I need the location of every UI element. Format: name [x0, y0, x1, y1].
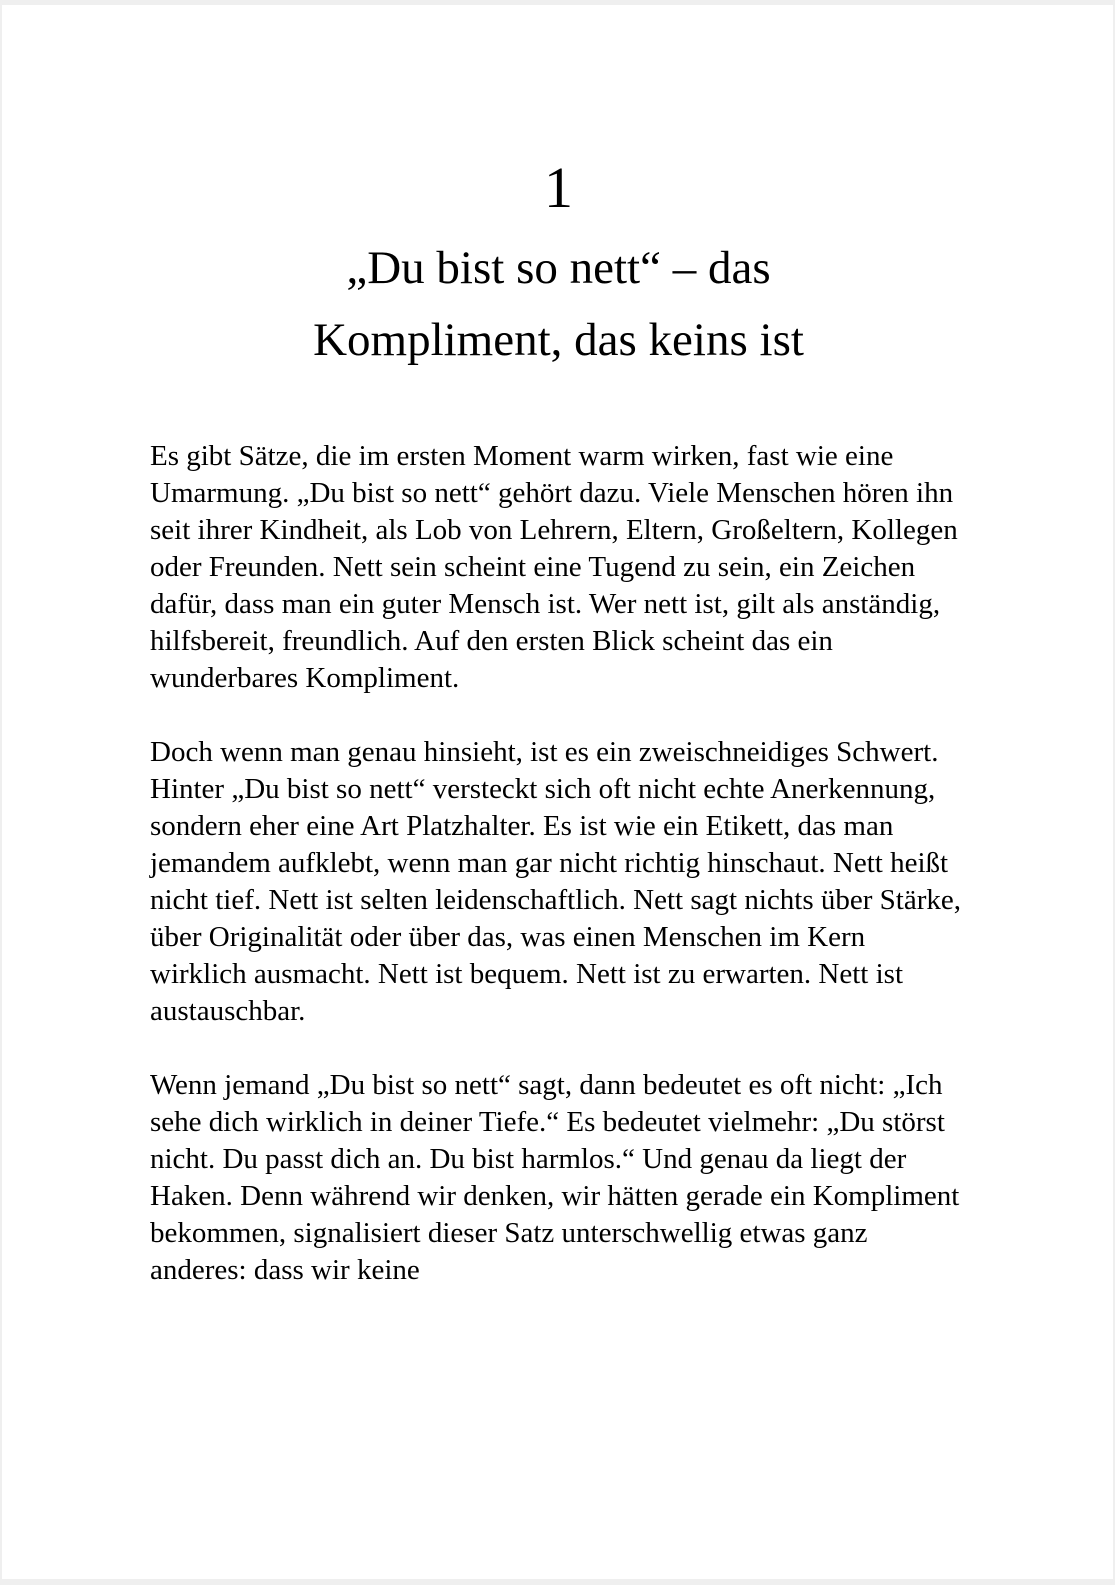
paragraph: Doch wenn man genau hinsieht, ist es ein zweischneidiges Schwert. Hinter „Du bist so nett“ versteckt sich oft nicht echte Anerkennung, sondern eher eine Art Platzhalter. Es ist wie ein Etikett, das man jemandem aufklebt, wenn man gar nicht richtig hinschaut. Nett heißt nicht tief. Nett ist selten leidenschaftlich. Nett sagt nichts über Stärke, über Originalität oder über das, was einen Menschen im Kern wirklich ausmacht. Nett ist bequem. Nett ist zu erwarten. Nett ist austauschbar.: [150, 735, 961, 1027]
paragraph: Wenn jemand „Du bist so nett“ sagt, dann bedeutet es oft nicht: „Ich sehe dich wirklich in deiner Tiefe.“ Es bedeutet vielmehr: „Du störst nicht. Du passt dich an. Du bist harmlos.“ Und genau da liegt der Haken. Denn während wir denken, wir hätten gerade ein Kompliment bekommen, signalisiert dieser Satz unterschwellig etwas ganz anderes: dass wir keine: [150, 1068, 960, 1286]
chapter-number: 1: [544, 155, 573, 220]
paragraph: Es gibt Sätze, die im ersten Moment warm wirken, fast wie eine Umarmung. „Du bist so nett“ gehört dazu. Viele Menschen hören ihn seit ihrer Kindheit, als Lob von Lehrern, Eltern, Großeltern, Kollegen oder Freunden. Nett sein scheint eine Tugend zu sein, ein Zeichen dafür, dass man ein guter Mensch ist. Wer nett ist, gilt als anständig, hilfsbereit, freundlich. Auf den ersten Blick scheint das ein wunderbares Kompliment.: [150, 439, 958, 694]
book-page: [2, 5, 1113, 1579]
chapter-title: „Du bist so nett“ – das Kompliment, das keins ist: [313, 241, 804, 366]
chapter-body: [150, 438, 967, 1289]
chapter-heading: [150, 155, 967, 376]
